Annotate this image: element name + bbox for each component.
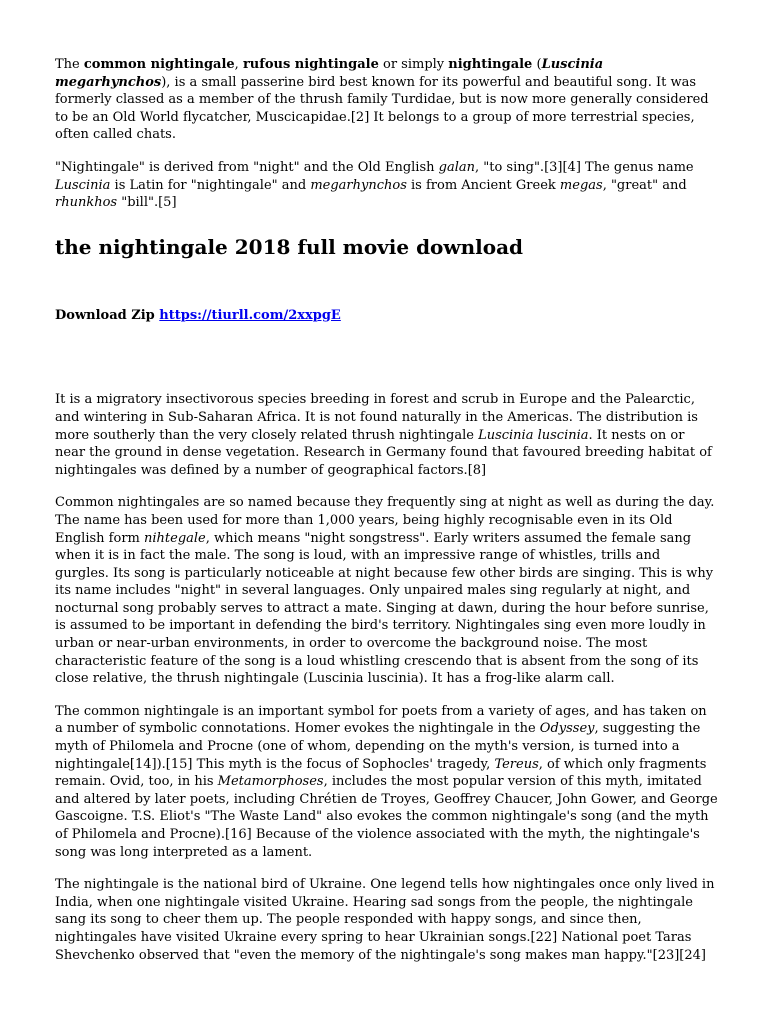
text-run: , "great" and <box>602 177 687 193</box>
italic-term: Odyssey <box>539 721 595 737</box>
page-heading: the nightingale 2018 full movie download <box>55 234 524 259</box>
text-run: The <box>55 57 84 72</box>
text-run: , <box>234 57 243 72</box>
download-line <box>55 307 718 325</box>
text-run: "bill".[5] <box>117 195 177 211</box>
body-paragraph-ukraine <box>55 876 718 964</box>
text-run: , includes the most popular version of this myth, imitated and altered by later poets, including Chrétien de Troyes, Geoffrey Chaucer, John Gower, and George Gascoigne. T.S. Eliot's "The Waste Land" also evokes the common nightingale's song (and the myth of Philomela and Procne).[16] Because of the violence associated with the myth, the nightingale's song was long interpreted as a lament. <box>55 774 718 860</box>
intro-paragraph-2 <box>55 159 718 212</box>
text-run: , "to sing".[3][4] The genus name <box>475 159 694 175</box>
italic-term: nihtegale <box>144 530 206 546</box>
bold-italic-term: Luscinia megarhynchos <box>55 57 604 90</box>
text-run: is from Ancient Greek <box>406 177 560 193</box>
text-run: . It nests on or near the ground in dense vegetation. Research in Germany found that favoured breeding habitat of nightingales was defined by a number of geographical factors.[8] <box>55 427 712 478</box>
text-run: ), is a small passerine bird best known for its powerful and beautiful song. It was formerly classed as a member of the thrush family Turdidae, but is now more generally considered to be an Old World flycatcher, Muscicapidae.[2] It belongs to a group of more terrestrial species, often called chats. <box>55 74 709 143</box>
body-paragraph-range <box>55 391 718 479</box>
text-run: is Latin for "nightingale" and <box>110 177 311 193</box>
italic-term: galan <box>438 159 475 175</box>
text-run: Common nightingales are so named because they frequently sing at night as well as during the day. The name has been used for more than 1,000 years, being highly recognisable even in its Old English form <box>55 495 715 546</box>
text-run: ( <box>532 57 542 72</box>
intro-paragraph-1 <box>55 56 718 144</box>
text-run: "Nightingale" is derived from "night" and the Old English <box>55 159 439 175</box>
italic-term: megas <box>559 177 603 193</box>
italic-term: Tereus <box>494 756 539 772</box>
text-run: , suggesting the myth of Philomela and Procne (one of whom, depending on the myth's version, is turned into a nightingale[14]).[15] This myth is the focus of Sophocles' tragedy, <box>55 721 701 772</box>
body-paragraph-song <box>55 494 718 688</box>
spacer <box>55 324 718 391</box>
italic-term: rhunkhos <box>55 195 118 211</box>
download-label: Download Zip <box>55 307 155 323</box>
bold-term: common nightingale <box>83 57 235 72</box>
download-link[interactable]: https://tiurll.com/2xxpgE <box>159 307 341 323</box>
bold-term: rufous nightingale <box>242 57 379 72</box>
text-run: , of which only fragments remain. Ovid, too, in his <box>55 756 707 790</box>
body-paragraph-symbolism <box>55 703 718 861</box>
text-run: The nightingale is the national bird of Ukraine. One legend tells how nightingales once only lived in India, when one nightingale visited Ukraine. Hearing sad songs from the people, the nightingale sang its song to cheer them up. The people responded with happy songs, and since then, nightingales have visited Ukraine every spring to hear Ukrainian songs.[22] National poet Taras Shevchenko observed that "even the memory of the nightingale's song makes man happy."[23][24] <box>55 877 715 963</box>
text-run: or simply <box>378 57 449 72</box>
text-run: It is a migratory insectivorous species breeding in forest and scrub in Europe and the Palearctic, and wintering in Sub-Saharan Africa. It is not found naturally in the Americas. The distribution is more southerly than the very closely related thrush nightingale <box>55 392 698 443</box>
text-run: , which means "night songstress". Early writers assumed the female sang when it is in fact the male. The song is loud, with an impressive range of whistles, trills and gurgles. Its song is particularly noticeable at night because few other birds are singing. This is why its name includes "night" in several languages. Only unpaired males sing regularly at night, and nocturnal song probably serves to attract a mate. Singing at dawn, during the hour before sunrise, is assumed to be important in defending the bird's territory. Nightingales sing even more loudly in urban or near-urban environments, in order to overcome the background noise. The most characteristic feature of the song is a loud whistling crescendo that is absent from the song of its close relative, the thrush nightingale (Luscinia luscinia). It has a frog-like alarm call. <box>55 530 714 687</box>
italic-term: Luscinia <box>55 177 111 193</box>
bold-term: nightingale <box>448 57 533 72</box>
italic-term: Luscinia luscinia <box>478 427 589 443</box>
italic-term: Metamorphoses <box>217 774 324 790</box>
text-run: The common nightingale is an important symbol for poets from a variety of ages, and has taken on a number of symbolic connotations. Homer evokes the nightingale in the <box>55 703 707 737</box>
italic-term: megarhynchos <box>310 177 407 193</box>
